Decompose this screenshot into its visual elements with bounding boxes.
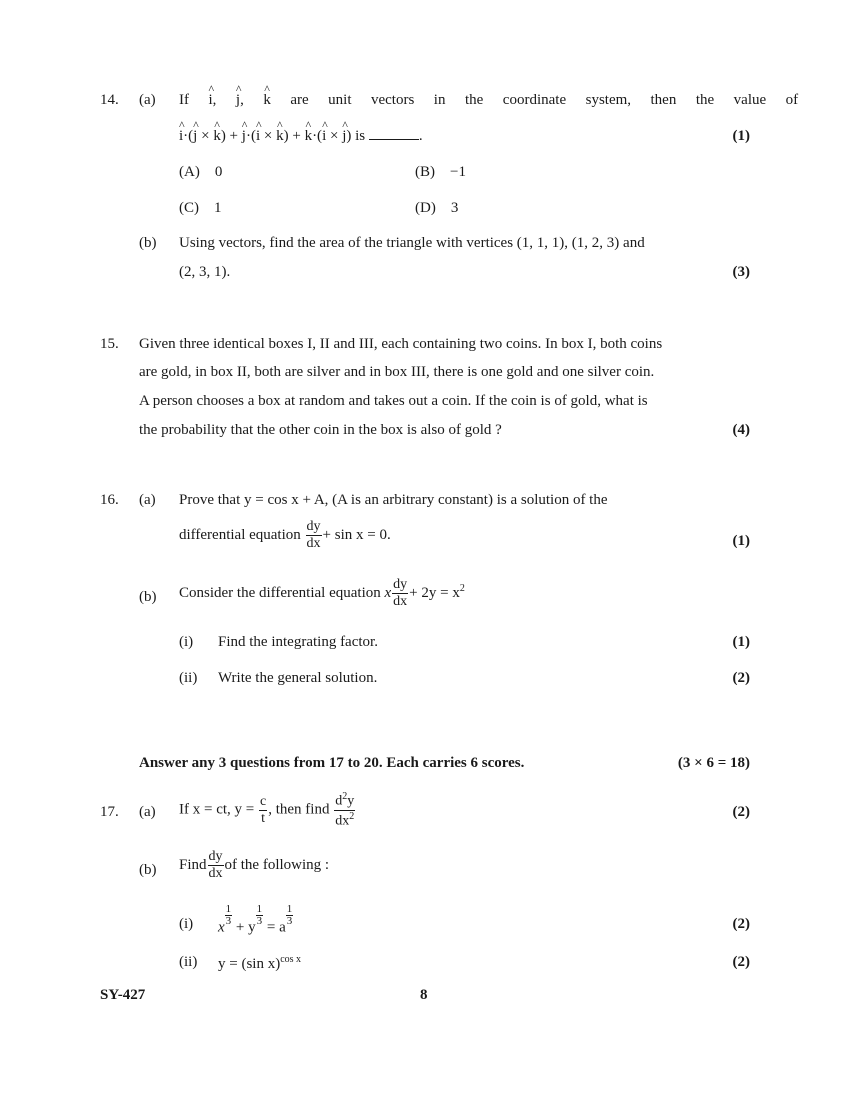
- paper-code: SY-427: [100, 987, 146, 1003]
- dy-dx-fraction: $\frac{dy}{dx}$: [393, 577, 408, 609]
- q17b-label: (b): [139, 862, 157, 878]
- q16b-equation: Consider the differential equation x $\frac{dy}{dx}$ + $2y = x^2$: [179, 577, 465, 609]
- q15-line2: are gold, in box II, both are silver and in box III, there is one gold and one silver coin.: [139, 364, 655, 380]
- section-instruction: Answer any 3 questions from 17 to 20. Each carries 6 scores.: [139, 755, 525, 771]
- q15-line1: Given three identical boxes I, II and III, each containing two coins. In box I, both coins: [139, 336, 663, 352]
- q17b-i-marks: (2): [732, 916, 750, 932]
- q17b-ii-expression: y = (sin x)$^{cos x}$: [218, 954, 302, 972]
- q14a-label: (a): [139, 92, 156, 108]
- q15-number: 15.: [100, 336, 119, 352]
- q16b-ii-label: (ii): [179, 670, 198, 686]
- q16a-line2: differential equation $\frac{dy}{dx}$ + sin x = 0.: [179, 519, 391, 551]
- d2y-dx2-fraction: $\frac{d^2y}{dx^2}$: [335, 791, 355, 829]
- page-number: 8: [420, 987, 428, 1003]
- q14b-line2: (2, 3, 1).: [179, 264, 231, 280]
- q16b-i-marks: (1): [732, 634, 750, 650]
- answer-blank: [369, 138, 419, 140]
- q17b-text: Find $\frac{dy}{dx}$ of the following :: [179, 849, 330, 881]
- q14a-option-a: (A) 0: [179, 164, 223, 180]
- c-over-t-fraction: $\frac{c}{t}$: [259, 793, 267, 826]
- q17-number: 17.: [100, 804, 119, 820]
- q15-marks: (4): [732, 422, 750, 438]
- q14a-period: .: [418, 128, 423, 144]
- q17a-marks: (2): [732, 804, 750, 820]
- q16a-marks: (1): [732, 533, 750, 549]
- q15-line4: the probability that the other coin in the box is also of gold ?: [139, 422, 502, 438]
- q16b-ii-text: Write the general solution.: [218, 670, 378, 686]
- dy-dx-fraction: $\frac{dy}{dx}$: [306, 519, 321, 551]
- q14a-expression: ^ i·(^ j × ^ k) + ^ j·(^ i × ^ k) + ^ k·(^ i × ^ j) is .: [179, 128, 423, 145]
- q14a-option-d: (D) 3: [415, 200, 459, 216]
- q16-number: 16.: [100, 492, 119, 508]
- q14-number: 14.: [100, 92, 119, 108]
- q17b-ii-label: (ii): [179, 954, 198, 970]
- q16b-ii-marks: (2): [732, 670, 750, 686]
- q17b-ii-marks: (2): [732, 954, 750, 970]
- dy-dx-fraction: $\frac{dy}{dx}$: [208, 849, 223, 881]
- q14a-option-b: (B) −1: [415, 164, 466, 180]
- section-marks: (3 × 6 = 18): [677, 755, 750, 771]
- q14a-is: is: [355, 128, 366, 144]
- q16a-line1: Prove that y = cos x + A, (A is an arbitrary constant) is a solution of the: [179, 492, 608, 508]
- q17b-i-expression: x $\frac{1}{3}$ + y $\frac{1}{3}$ = a $\frac{1}{3}$: [218, 903, 293, 936]
- q16b-i-label: (i): [179, 634, 194, 650]
- q16a-label: (a): [139, 492, 156, 508]
- q14b-marks: (3): [732, 264, 750, 280]
- q14b-label: (b): [139, 235, 157, 251]
- q17b-i-label: (i): [179, 916, 194, 932]
- q17a-label: (a): [139, 804, 156, 820]
- q17a-text: If x = ct, y = $\frac{c}{t}$ , then find $\frac{d^2y}{dx^2}$: [179, 791, 355, 829]
- q16b-label: (b): [139, 589, 157, 605]
- q15-line3: A person chooses a box at random and takes out a coin. If the coin is of gold, what is: [139, 393, 648, 409]
- q14a-line1: If ^ i, ^ j, ^ k are unit vectors in the coordinate system, then the value of: [179, 92, 725, 109]
- q14a-marks: (1): [732, 128, 750, 144]
- q16b-i-text: Find the integrating factor.: [218, 634, 378, 650]
- q14b-line1: Using vectors, find the area of the triangle with vertices (1, 1, 1), (1, 2, 3) and: [179, 235, 645, 251]
- q14a-option-c: (C) 1: [179, 200, 222, 216]
